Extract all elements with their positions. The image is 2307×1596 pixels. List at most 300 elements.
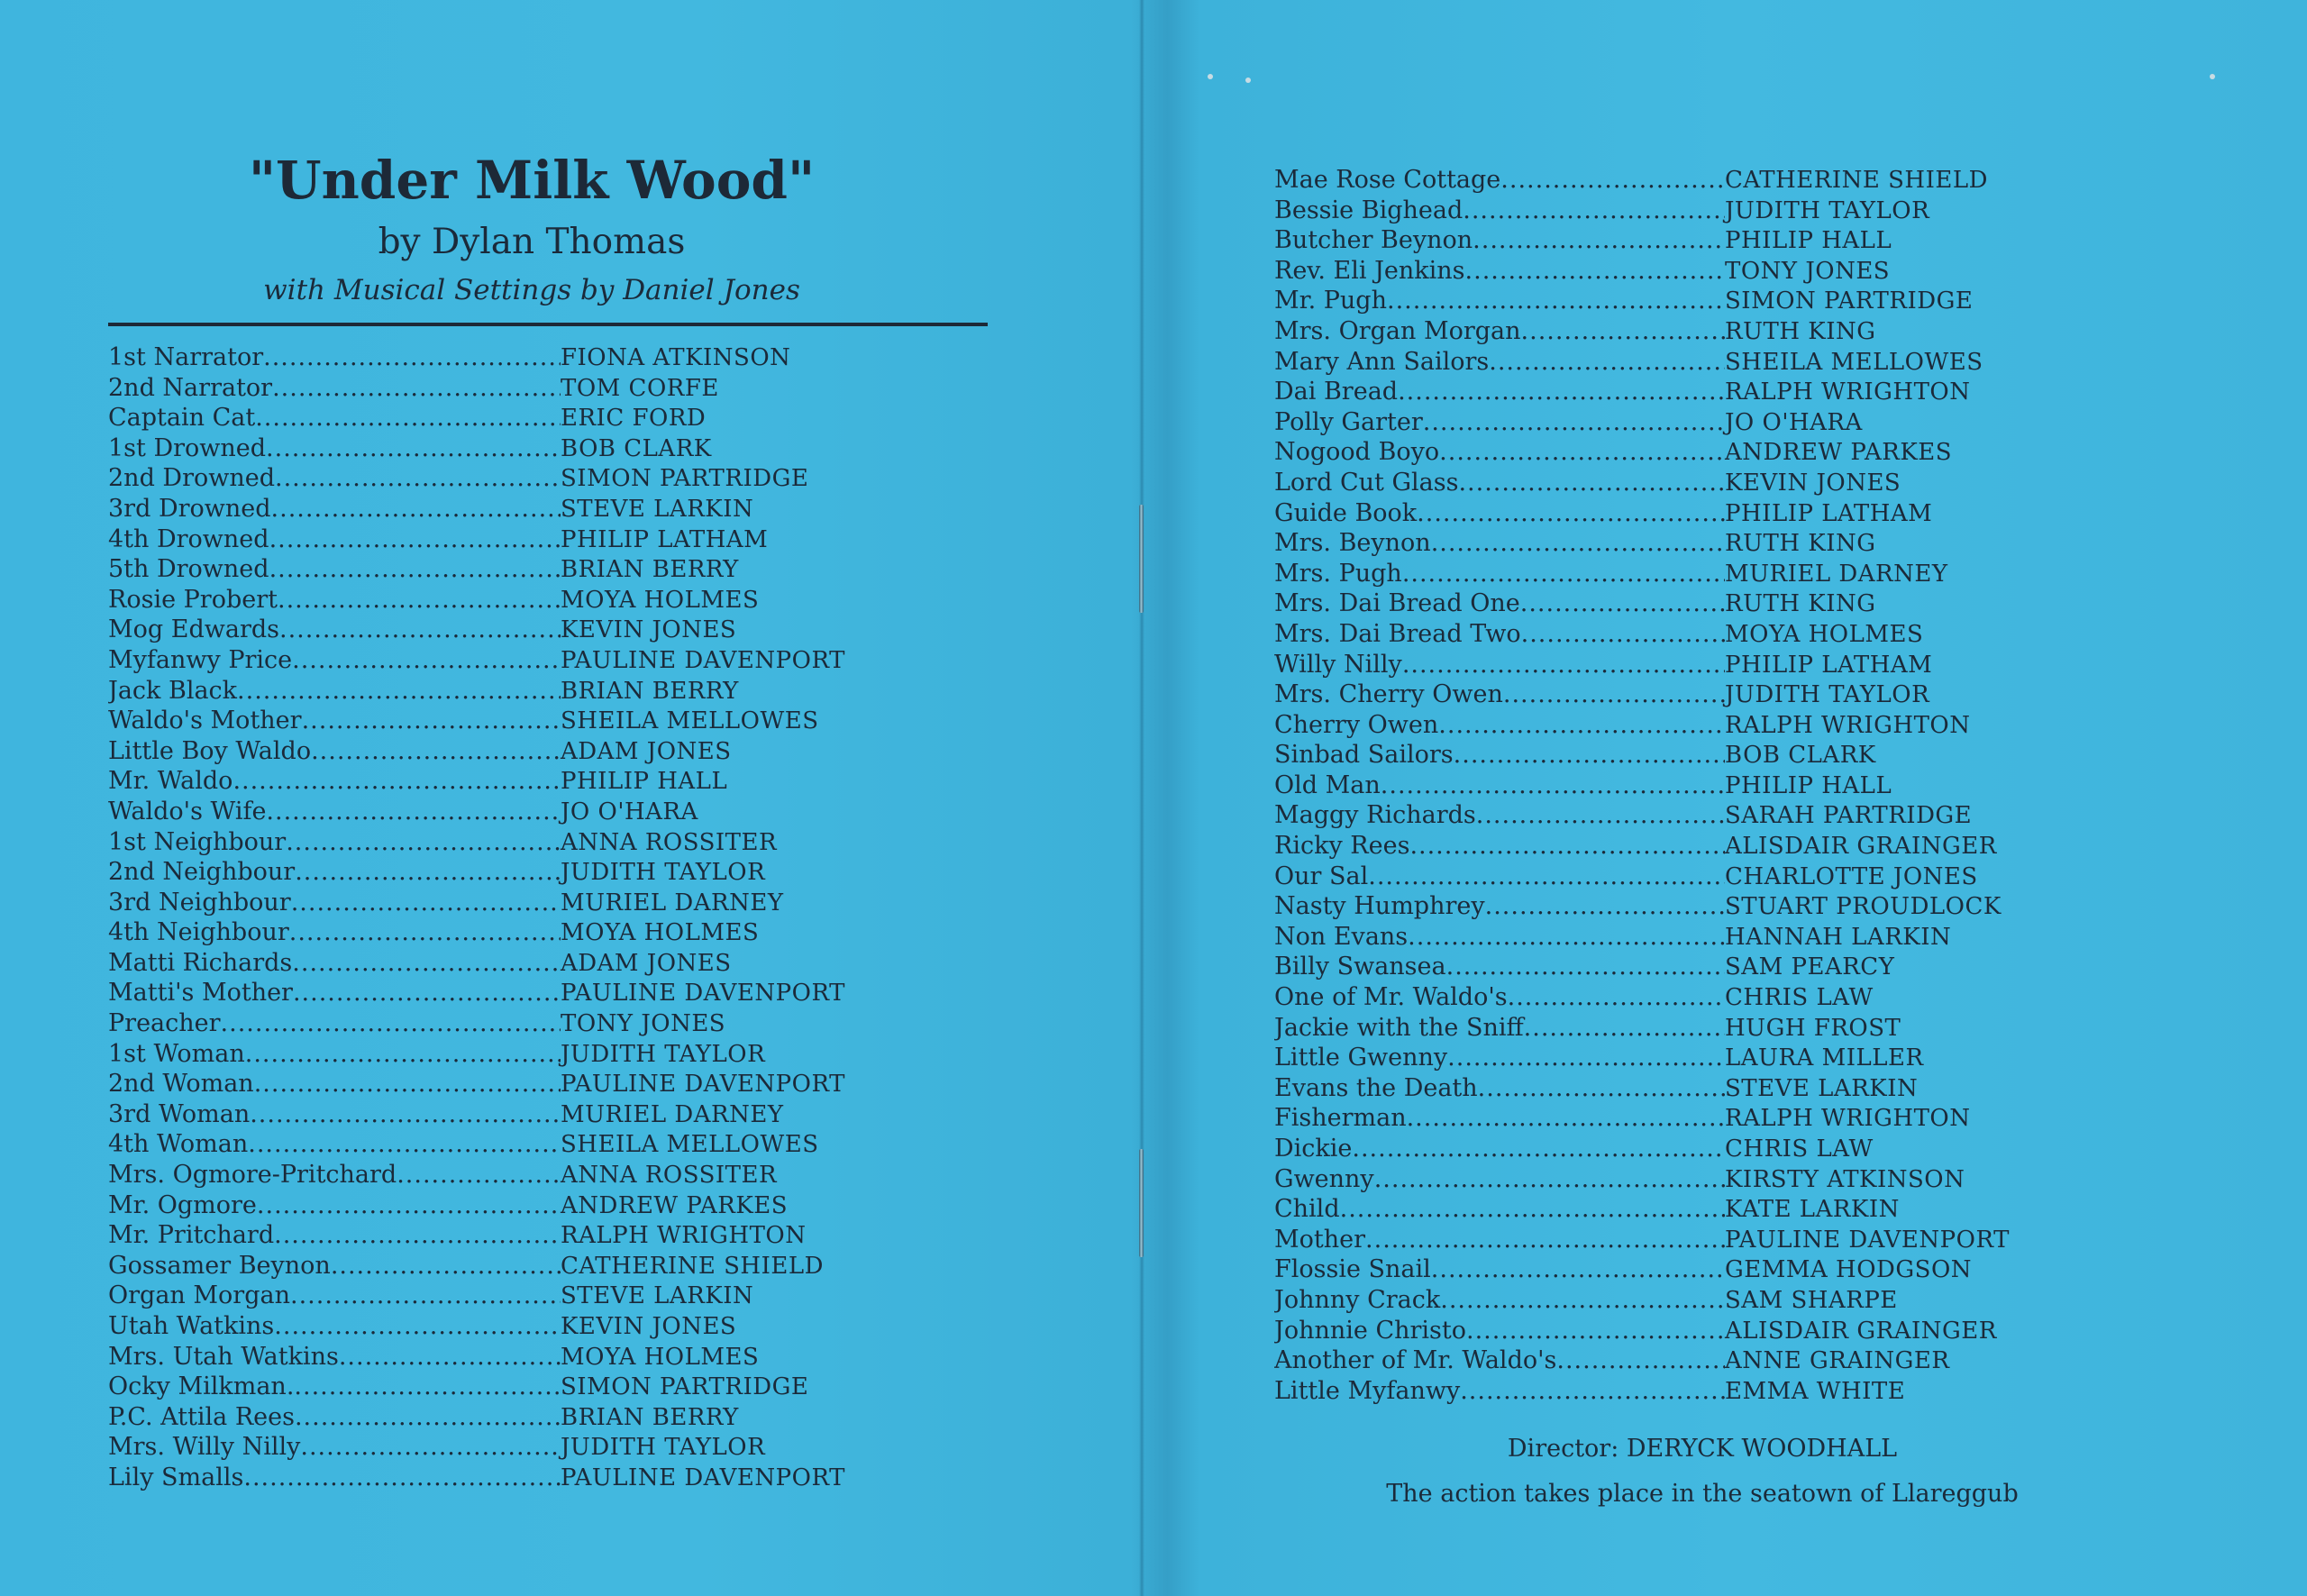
role-name: Mog Edwards [108, 616, 280, 644]
actor-name: ADAM JONES [561, 949, 732, 977]
actor-name: KIRSTY ATKINSON [1725, 1165, 1965, 1193]
dot-leader [1408, 922, 1725, 953]
setting-note: The action takes place in the seatown of Llareggub [1386, 1480, 2019, 1509]
actor-name: JUDITH TAYLOR [1725, 196, 1930, 224]
actor-name: KATE LARKIN [1725, 1196, 1900, 1224]
cast-entry [1274, 800, 2067, 831]
dot-leader [1417, 498, 1725, 529]
role-name: 3rd Drowned [108, 494, 271, 523]
actor-name: BRIAN BERRY [561, 677, 739, 705]
actor-name: SIMON PARTRIDGE [1725, 287, 1974, 315]
paper-speck [2210, 74, 2215, 79]
cast-entry [1274, 1013, 2067, 1044]
actor-name: FIONA ATKINSON [561, 344, 791, 371]
role-cell [1274, 1225, 1725, 1255]
dot-leader [274, 1311, 561, 1342]
role-cell [108, 736, 561, 767]
cast-entry [1274, 1316, 2067, 1346]
dot-leader [1387, 286, 1725, 316]
cast-entry [1274, 1285, 2067, 1316]
role-name: Gwenny [1274, 1164, 1374, 1193]
role-name: Johnny Crack [1274, 1285, 1441, 1314]
actor-name: SHEILA MELLOWES [561, 1131, 819, 1159]
role-name: Mr. Waldo [108, 767, 233, 796]
cast-entry [1274, 1043, 2067, 1073]
paper-speck [1208, 74, 1213, 79]
role-name: Lily Smalls [108, 1463, 244, 1491]
actor-name: ANNE GRAINGER [1725, 1347, 1950, 1375]
role-name: Nogood Boyo [1274, 438, 1440, 467]
dot-leader [1500, 165, 1725, 196]
role-name: 1st Neighbour [108, 827, 287, 856]
actor-name: SAM PEARCY [1725, 953, 1895, 981]
cast-entry [1274, 377, 2067, 407]
actor-name: RALPH WRIGHTON [561, 1222, 807, 1250]
role-cell [1274, 740, 1725, 771]
role-name: Maggy Richards [1274, 801, 1476, 830]
cast-entry [1274, 862, 2067, 892]
cast-entry [1274, 286, 2067, 316]
role-cell [108, 1220, 561, 1251]
cast-entry [1274, 559, 2067, 589]
role-name: Mrs. Beynon [1274, 529, 1431, 558]
role-cell [108, 1039, 561, 1070]
role-name: 4th Drowned [108, 524, 269, 553]
dot-leader [294, 1372, 561, 1402]
role-cell [1274, 528, 1725, 559]
dot-leader [1463, 196, 1725, 226]
dot-leader [1489, 347, 1725, 378]
role-cell [1274, 891, 1725, 922]
actor-name: SAM SHARPE [1725, 1286, 1898, 1314]
role-name: Gossamer Beynon [108, 1251, 331, 1280]
dot-leader [248, 1129, 561, 1160]
role-cell [1274, 710, 1725, 741]
director-credit: Director: DERYCK WOODHALL [1507, 1435, 1898, 1464]
cast-entry [108, 1432, 991, 1463]
dot-leader [1439, 437, 1725, 468]
role-cell [1274, 1073, 1725, 1104]
cast-entry [108, 1039, 991, 1070]
role-cell [1274, 1316, 1725, 1346]
role-name: Child [1274, 1195, 1340, 1224]
dot-leader [237, 676, 561, 707]
actor-name: MURIEL DARNEY [561, 889, 784, 917]
dot-leader [292, 948, 561, 979]
dot-leader [1398, 377, 1725, 407]
actor-name: SHEILA MELLOWES [1725, 348, 1983, 376]
cast-entry [108, 706, 991, 736]
cast-entry [108, 766, 991, 797]
role-cell [1274, 1254, 1725, 1285]
role-name: 3rd Neighbour [108, 888, 291, 917]
cast-entry [108, 554, 991, 585]
role-name: Rev. Eli Jenkins [1274, 256, 1465, 285]
cast-entry [1274, 437, 2067, 468]
role-cell [1274, 286, 1725, 316]
cast-entry [108, 888, 991, 918]
role-name: Mae Rose Cottage [1274, 166, 1501, 194]
cast-entry [108, 1008, 991, 1039]
actor-name: ANNA ROSSITER [561, 828, 778, 856]
role-name: Bessie Bighead [1274, 196, 1464, 224]
right-page [1274, 165, 2067, 1512]
dot-leader [278, 585, 561, 616]
role-name: Mr. Pugh [1274, 287, 1387, 315]
role-cell [1274, 588, 1725, 619]
role-cell [1274, 377, 1725, 407]
cast-list-left [108, 342, 991, 1493]
role-name: Mother [1274, 1225, 1366, 1254]
cast-entry [108, 494, 991, 524]
role-cell [1274, 831, 1725, 862]
actor-name: PAULINE DAVENPORT [1725, 1226, 2010, 1254]
dot-leader [1431, 1254, 1725, 1285]
role-cell [1274, 225, 1725, 256]
cast-entry [1274, 891, 2067, 922]
actor-name: JO O'HARA [561, 798, 698, 825]
dot-leader [302, 706, 561, 736]
role-name: Jack Black [108, 676, 238, 705]
cast-entry [108, 373, 991, 404]
role-name: 3rd Woman [108, 1099, 251, 1128]
dot-leader [1508, 982, 1725, 1013]
actor-name: HANNAH LARKIN [1725, 923, 1952, 951]
role-name: Lord Cut Glass [1274, 468, 1459, 497]
cast-entry [108, 1069, 991, 1099]
role-name: Polly Garter [1274, 407, 1423, 436]
actor-name: ANDREW PARKES [1725, 439, 1953, 467]
role-name: Ocky Milkman. [108, 1373, 295, 1401]
role-cell [108, 676, 561, 707]
dot-leader [300, 1432, 561, 1463]
actor-name: PHILIP LATHAM [1725, 499, 1933, 527]
role-name: 2nd Woman [108, 1070, 254, 1099]
role-cell [108, 1099, 561, 1130]
actor-name: RUTH KING [1725, 317, 1876, 345]
role-cell [1274, 1285, 1725, 1316]
actor-name: ERIC FORD [561, 405, 707, 433]
role-cell [1274, 559, 1725, 589]
role-cell [108, 917, 561, 948]
cast-entry [108, 1342, 991, 1373]
dot-leader [1423, 407, 1725, 438]
role-name: 2nd Neighbour [108, 858, 296, 887]
role-cell [108, 585, 561, 616]
actor-name: CHARLOTTE JONES [1725, 862, 1978, 890]
role-name: Billy Swansea [1274, 953, 1446, 981]
dot-leader [1352, 1134, 1725, 1164]
dot-leader [1446, 952, 1725, 982]
dot-leader [272, 373, 561, 404]
role-name: Nasty Humphrey [1274, 892, 1485, 921]
actor-name: TONY JONES [561, 1010, 726, 1038]
actor-name: CATHERINE SHIELD [561, 1252, 824, 1280]
role-name: Mrs. Pugh [1274, 559, 1402, 588]
actor-name: KEVIN JONES [561, 616, 737, 644]
cast-entry [108, 433, 991, 464]
actor-name: PAULINE DAVENPORT [561, 980, 845, 1008]
actor-name: MOYA HOLMES [561, 586, 760, 614]
actor-name: RALPH WRIGHTON [1725, 711, 1971, 739]
dot-leader [1460, 1376, 1725, 1407]
dot-leader [1485, 891, 1725, 922]
dot-leader [1447, 1043, 1725, 1073]
role-name: Non Evans [1274, 922, 1409, 951]
dot-leader [397, 1160, 561, 1190]
role-name: Guide Book [1274, 498, 1418, 527]
role-cell [108, 524, 561, 555]
role-cell [108, 1372, 561, 1402]
cast-entry [108, 948, 991, 979]
role-name: Matti Richards [108, 948, 293, 977]
role-cell [108, 1190, 561, 1221]
dot-leader [275, 463, 561, 494]
dot-leader [1438, 710, 1725, 741]
role-name: Little Gwenny [1274, 1044, 1448, 1072]
cast-entry [108, 463, 991, 494]
actor-name: STEVE LARKIN [561, 495, 754, 523]
role-name: Waldo's Wife [108, 797, 267, 825]
cast-entry [108, 827, 991, 858]
cast-entry [1274, 740, 2067, 771]
role-name: Matti's Mother [108, 979, 293, 1008]
dot-leader [1473, 225, 1725, 256]
role-cell [1274, 468, 1725, 498]
role-cell [108, 403, 561, 433]
role-name: Rosie Probert [108, 585, 278, 614]
role-name: Captain Cat [108, 404, 256, 433]
dot-leader [1524, 1013, 1725, 1044]
role-cell [1274, 256, 1725, 287]
dot-leader [1374, 1164, 1725, 1195]
role-cell [1274, 922, 1725, 953]
role-name: Our Sal [1274, 862, 1369, 890]
role-name: Mrs. Ogmore-Pritchard [108, 1161, 397, 1190]
role-cell [1274, 316, 1725, 347]
role-cell [108, 948, 561, 979]
actor-name: SIMON PARTRIDGE [561, 1373, 809, 1401]
role-name: Preacher [108, 1009, 221, 1038]
role-cell [108, 1402, 561, 1433]
role-cell [1274, 1194, 1725, 1225]
actor-name: MURIEL DARNEY [1725, 560, 1948, 588]
actor-name: JUDITH TAYLOR [561, 859, 766, 887]
role-cell [1274, 1164, 1725, 1195]
role-cell [1274, 771, 1725, 801]
role-cell [108, 463, 561, 494]
role-cell [108, 373, 561, 404]
cast-entry [108, 615, 991, 645]
cast-entry [108, 1251, 991, 1281]
role-name: Another of Mr. Waldo's [1274, 1346, 1557, 1375]
actor-name: PHILIP HALL [1725, 227, 1892, 255]
dot-leader [1365, 1225, 1725, 1255]
actor-name: ANNA ROSSITER [561, 1162, 778, 1190]
cast-entry [108, 524, 991, 555]
cast-entry [108, 736, 991, 767]
role-cell [108, 1281, 561, 1311]
dot-leader [1402, 650, 1725, 680]
dot-leader [286, 827, 561, 858]
dot-leader [1503, 679, 1725, 710]
role-cell [1274, 1043, 1725, 1073]
role-name: Little Boy Waldo [108, 736, 312, 765]
dot-leader [1478, 1073, 1725, 1104]
role-name: Mrs. Dai Bread Two [1274, 619, 1521, 648]
cast-entry [1274, 1194, 2067, 1225]
cast-list-right [1274, 165, 2067, 1406]
cast-entry [1274, 528, 2067, 559]
role-name: Butcher Beynon [1274, 226, 1473, 255]
dot-leader [1520, 588, 1725, 619]
actor-name: JUDITH TAYLOR [561, 1434, 766, 1462]
dot-leader [1466, 1316, 1725, 1346]
dot-leader [1465, 256, 1725, 287]
dot-leader [263, 342, 561, 373]
dot-leader [1409, 831, 1725, 862]
cast-entry [1274, 1345, 2067, 1376]
actor-name: BRIAN BERRY [561, 556, 739, 584]
role-name: 1st Narrator [108, 343, 264, 371]
play-title: "Under Milk Wood" [248, 150, 816, 211]
role-cell [108, 554, 561, 585]
cast-entry [108, 857, 991, 888]
role-cell [1274, 982, 1725, 1013]
play-author: by Dylan Thomas [378, 222, 686, 262]
dot-leader [250, 1099, 561, 1130]
actor-name: TONY JONES [1725, 257, 1891, 285]
role-name: Little Myfanwy [1274, 1376, 1461, 1405]
cast-entry [1274, 468, 2067, 498]
cast-entry [1274, 710, 2067, 741]
cast-entry [108, 1281, 991, 1311]
role-cell [1274, 165, 1725, 196]
dot-leader [274, 1220, 561, 1251]
role-cell [1274, 1345, 1725, 1376]
role-name: Dickie [1274, 1135, 1353, 1163]
role-cell [108, 706, 561, 736]
role-name: Myfanwy Price [108, 645, 293, 674]
dot-leader [311, 736, 561, 767]
actor-name: BRIAN BERRY [561, 1403, 739, 1431]
dot-leader [1407, 1103, 1725, 1134]
cast-entry [108, 342, 991, 373]
role-name: Johnnie Christo [1274, 1316, 1466, 1345]
role-cell [108, 888, 561, 918]
dot-leader [1454, 740, 1725, 771]
role-name: Ricky Rees [1274, 832, 1410, 861]
role-name: 1st Woman [108, 1039, 245, 1068]
role-cell [1274, 952, 1725, 982]
cast-entry [1274, 1254, 2067, 1285]
dot-leader [269, 524, 561, 555]
dot-leader [279, 615, 561, 645]
cast-entry [1274, 407, 2067, 438]
cast-entry [108, 1190, 991, 1221]
role-cell [108, 857, 561, 888]
role-name: Mrs. Dai Bread One [1274, 589, 1520, 618]
role-cell [1274, 407, 1725, 438]
role-cell [108, 1432, 561, 1463]
actor-name: PHILIP HALL [1725, 771, 1892, 799]
dot-leader [290, 1281, 561, 1311]
role-name: 2nd Narrator [108, 373, 273, 402]
actor-name: JUDITH TAYLOR [561, 1040, 766, 1068]
cast-entry [1274, 1164, 2067, 1195]
role-cell [1274, 650, 1725, 680]
actor-name: SIMON PARTRIDGE [561, 465, 809, 493]
cast-entry [1274, 1376, 2067, 1407]
cast-entry [1274, 225, 2067, 256]
actor-name: MOYA HOLMES [1725, 620, 1924, 648]
dot-leader [1476, 800, 1725, 831]
role-name: 2nd Drowned [108, 464, 276, 493]
role-name: Utah Watkins [108, 1312, 275, 1340]
cast-entry [108, 1372, 991, 1402]
role-cell [1274, 1134, 1725, 1164]
actor-name: ALISDAIR GRAINGER [1725, 1317, 1997, 1345]
cast-entry [108, 676, 991, 707]
role-cell [108, 978, 561, 1008]
role-cell [1274, 437, 1725, 468]
role-cell [1274, 800, 1725, 831]
staple-top [1139, 505, 1144, 613]
dot-leader [221, 1008, 561, 1039]
role-cell [108, 1160, 561, 1190]
cast-entry [1274, 1103, 2067, 1134]
cast-entry [1274, 831, 2067, 862]
actor-name: TOM CORFE [561, 374, 719, 402]
actor-name: RALPH WRIGHTON [1725, 378, 1971, 406]
cast-entry [108, 1463, 991, 1493]
cast-entry [108, 1129, 991, 1160]
dot-leader [1458, 468, 1725, 498]
actor-name: PHILIP HALL [561, 768, 728, 796]
cast-entry [108, 403, 991, 433]
dot-leader [255, 403, 561, 433]
actor-name: STUART PROUDLOCK [1725, 893, 2002, 921]
actor-name: EMMA WHITE [1725, 1377, 1906, 1405]
centre-fold [1139, 0, 1144, 1596]
dot-leader [233, 766, 561, 797]
dot-leader [292, 645, 561, 676]
dot-leader [1368, 862, 1725, 892]
role-name: 4th Neighbour [108, 918, 289, 947]
role-name: Mrs. Utah Watkins [108, 1342, 339, 1371]
role-name: Mr. Pritchard [108, 1221, 275, 1250]
cast-entry [1274, 922, 2067, 953]
cast-entry [1274, 347, 2067, 378]
role-cell [108, 1008, 561, 1039]
dot-leader [269, 554, 561, 585]
role-cell [108, 1069, 561, 1099]
role-cell [108, 827, 561, 858]
role-cell [108, 1342, 561, 1373]
cast-entry [1274, 952, 2067, 982]
actor-name: RUTH KING [1725, 530, 1876, 558]
actor-name: CATHERINE SHIELD [1725, 167, 1988, 194]
paper-speck [1245, 78, 1251, 83]
cast-entry [108, 917, 991, 948]
dot-leader [295, 1402, 561, 1433]
actor-name: STEVE LARKIN [561, 1282, 754, 1310]
dot-leader [339, 1342, 561, 1373]
role-name: Cherry Owen [1274, 710, 1439, 739]
actor-name: STEVE LARKIN [1725, 1074, 1919, 1102]
actor-name: PAULINE DAVENPORT [561, 1464, 845, 1491]
dot-leader [289, 917, 561, 948]
